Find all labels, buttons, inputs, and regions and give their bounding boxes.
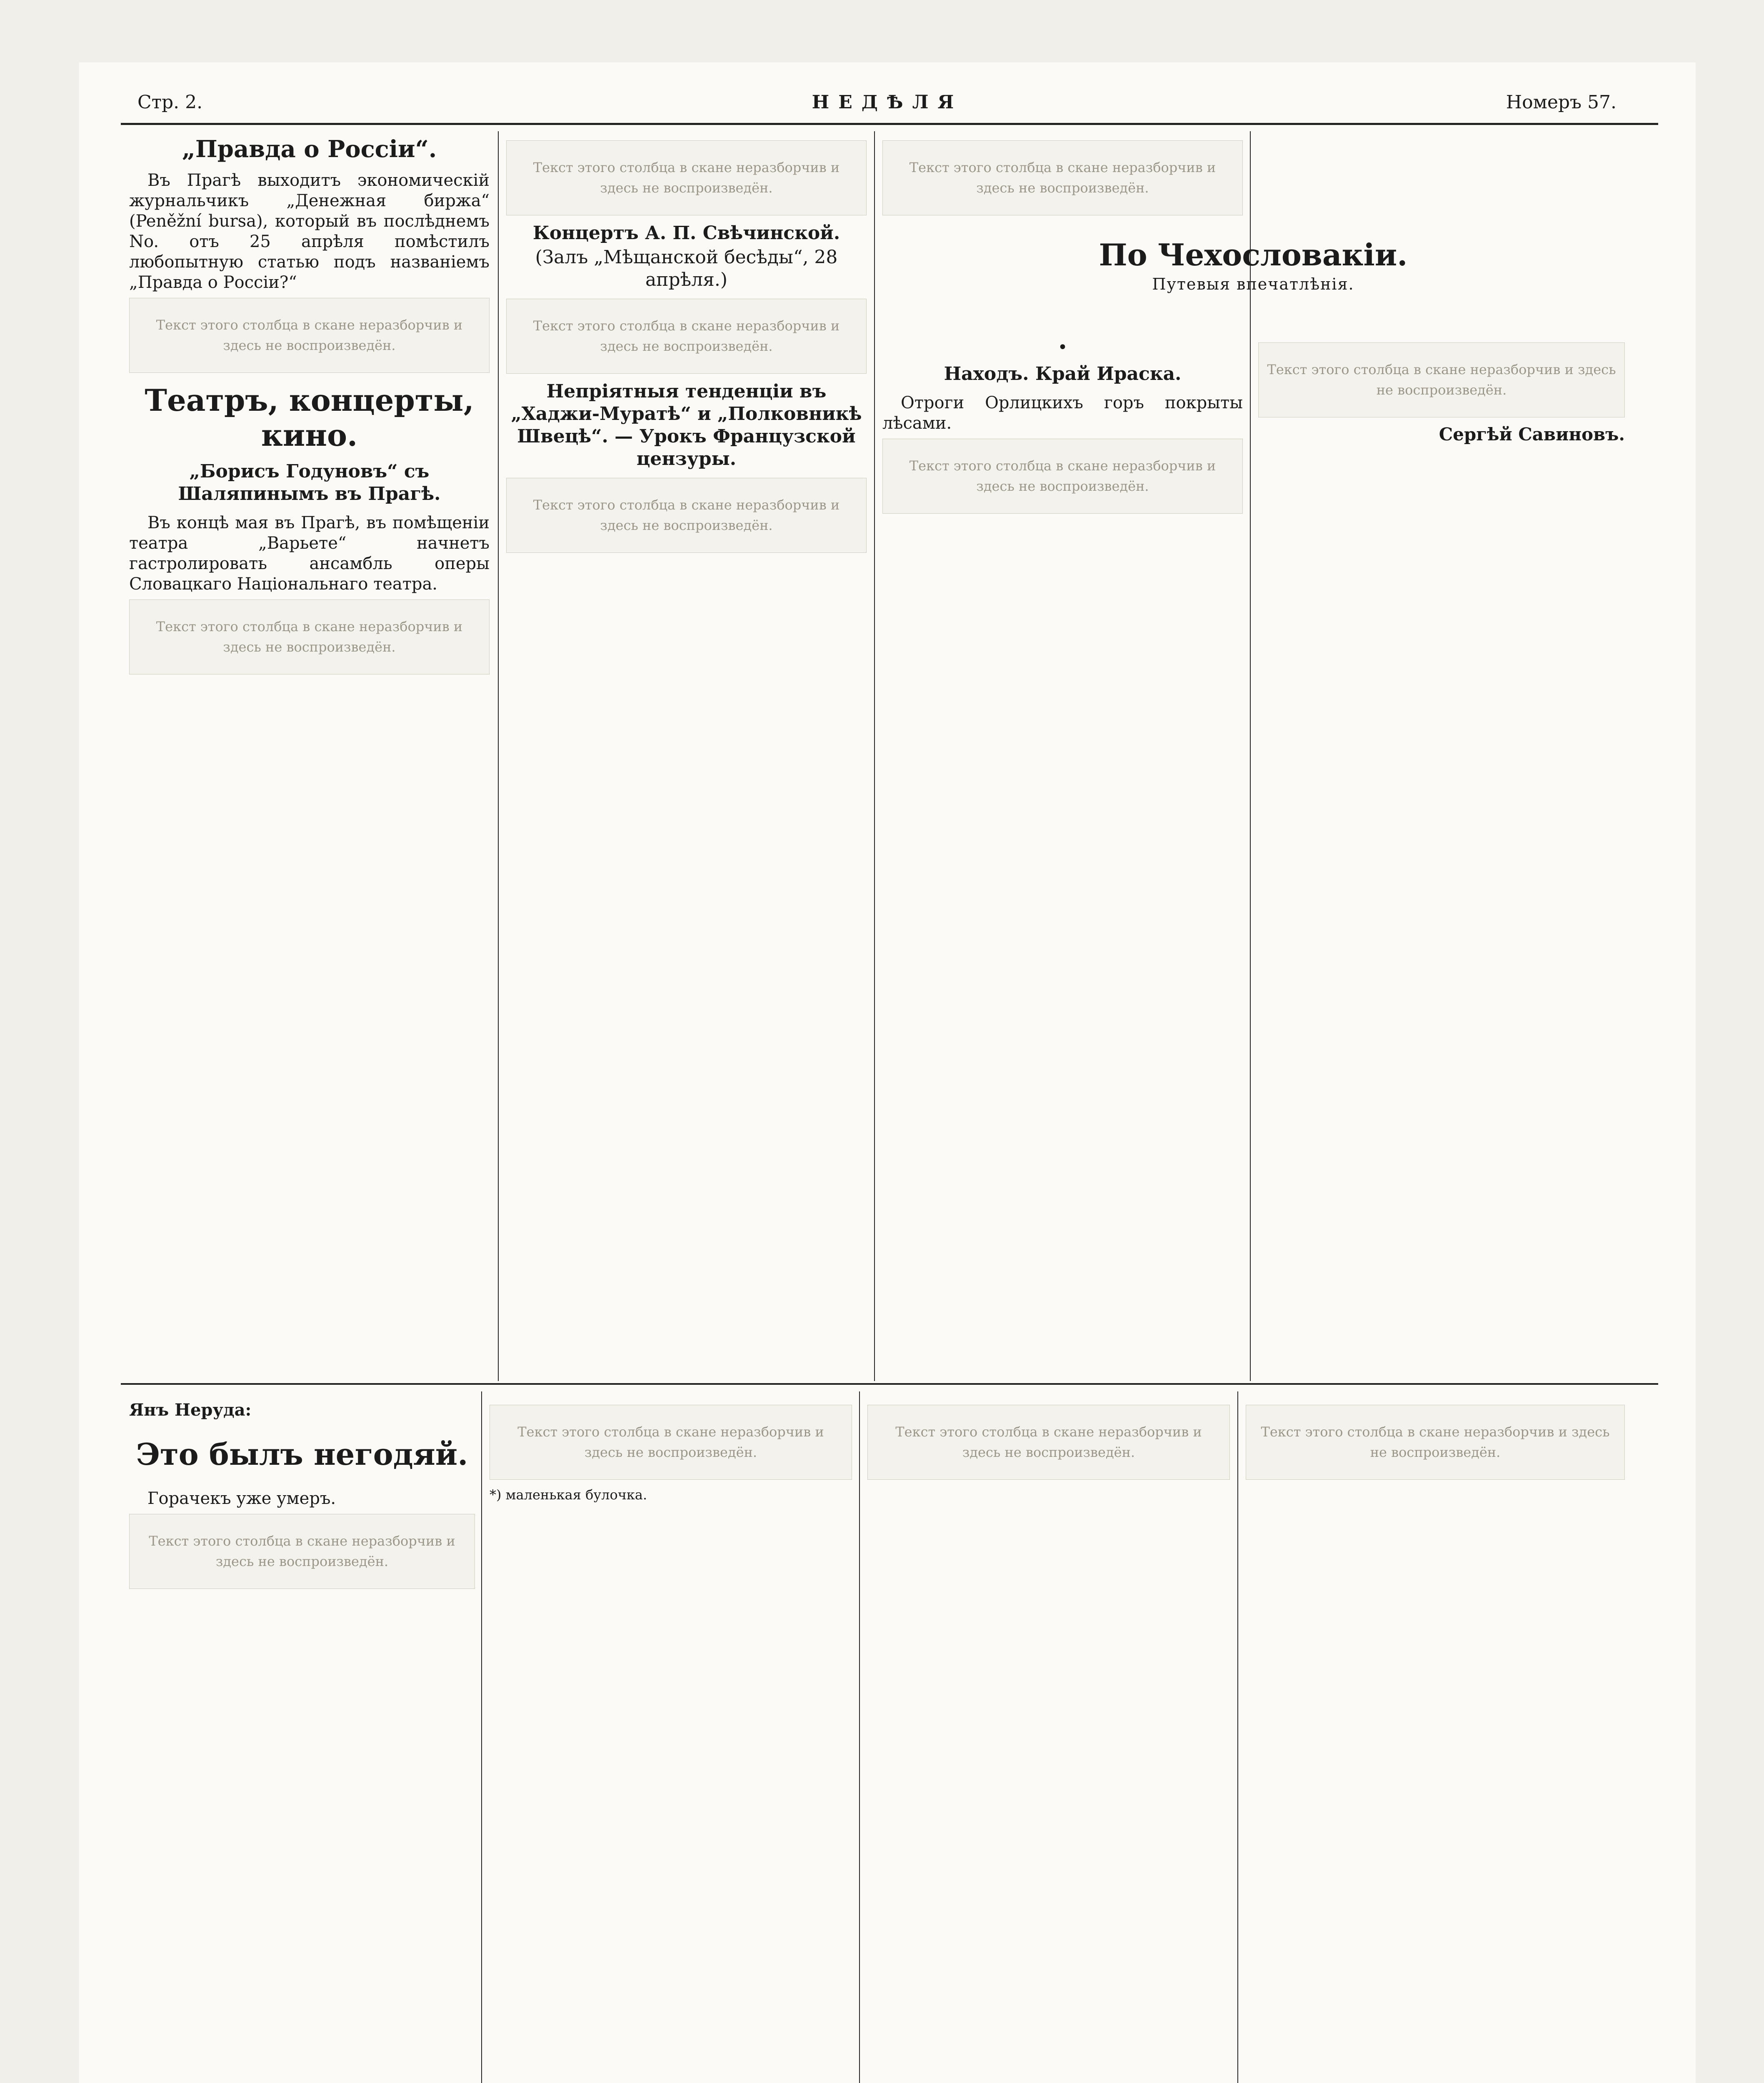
story-paragraph: Горачекъ уже умеръ. [147, 1489, 336, 1508]
bottom-column-divider [1237, 1391, 1238, 2083]
story-column [129, 1400, 475, 2083]
top-column-divider [874, 131, 875, 1381]
article-heading: Непріятныя тенденціи въ „Хаджи-Муратѣ“ и „Полковникѣ Швецѣ“. — Урокъ Французской цензуры. [511, 381, 862, 470]
illegible-text-note: Текст этого столбца в скане неразборчив и здесь не воспроизведён. [882, 439, 1243, 514]
article-column [506, 135, 867, 1377]
article-column [129, 135, 490, 1377]
article-subheading: (Залъ „Мѣщанской бесѣды“, 28 апрѣля.) [535, 247, 838, 290]
separator-dot: • [1057, 338, 1068, 357]
illegible-text-note: Текст этого столбца в скане неразборчив и здесь не воспроизведён. [506, 299, 867, 374]
footnote: *) маленькая булочка. [490, 1487, 647, 1503]
section-heading: Театръ, концерты, кино. [145, 382, 474, 453]
story-column [1246, 1400, 1625, 2083]
illegible-text-note: Текст этого столбца в скане неразборчив и здесь не воспроизведён. [1246, 1405, 1625, 1480]
story-column [867, 1400, 1230, 2083]
illegible-text-note: Текст этого столбца в скане неразборчив и здесь не воспроизведён. [1258, 342, 1625, 417]
feature-subtitle: Путевыя впечатлѣнія. [1152, 275, 1354, 293]
feature-article [882, 237, 1624, 333]
story-title: Это былъ негодяй. [136, 1436, 468, 1472]
article-column [882, 337, 1243, 1377]
illegible-text-note: Текст этого столбца в скане неразборчив и здесь не воспроизведён. [506, 140, 867, 215]
article-paragraph: Отроги Орлицкихъ горъ покрыты лѣсами. [882, 393, 1243, 433]
article-heading: Концертъ А. П. Свѣчинской. [532, 222, 840, 244]
article-column [1258, 337, 1625, 1377]
illegible-text-note: Текст этого столбца в скане неразборчив и здесь не воспроизведён. [506, 478, 867, 553]
author-signature: Сергѣй Савиновъ. [1439, 424, 1625, 445]
top-column-divider [498, 131, 499, 1381]
feature-title: По Чехословакіи. [1099, 237, 1408, 272]
bottom-column-divider [859, 1391, 860, 2083]
illegible-text-note: Текст этого столбца в скане неразборчив и здесь не воспроизведён. [129, 298, 490, 373]
newspaper-title: НЕДѢЛЯ [812, 92, 963, 113]
section-heading: Находъ. Край Ираска. [944, 363, 1182, 385]
illegible-text-note: Текст этого столбца в скане неразборчив и здесь не воспроизведён. [867, 1405, 1230, 1480]
section-rule [121, 1383, 1658, 1385]
article-heading: „Правда о Россіи“. [182, 135, 437, 163]
page-number: Стр. 2. [137, 92, 203, 113]
article-heading: „Борисъ Годуновъ“ съ Шаляпинымъ въ Прагѣ. [178, 461, 441, 505]
story-byline: Янъ Неруда: [129, 1400, 252, 1420]
page-header [79, 83, 1696, 121]
bottom-column-divider [481, 1391, 482, 2083]
article-paragraph: Въ Прагѣ выходитъ экономическій журнальчикъ „Денежная биржа“ (Peněžní bursa), который въ послѣднемъ No. отъ 25 апрѣля помѣстилъ любопытную статью подъ названіемъ „Правда о Россіи?“ [129, 171, 490, 292]
header-rule [121, 123, 1658, 125]
illegible-text-note: Текст этого столбца в скане неразборчив и здесь не воспроизведён. [882, 140, 1243, 215]
illegible-text-note: Текст этого столбца в скане неразборчив и здесь не воспроизведён. [129, 599, 490, 674]
article-paragraph: Въ концѣ мая въ Прагѣ, въ помѣщеніи театра „Варьете“ начнетъ гастролировать ансамбль оперы Словацкаго Національнаго театра. [129, 513, 490, 594]
story-column [490, 1400, 852, 2083]
newspaper-page [79, 62, 1696, 2083]
illegible-text-note: Текст этого столбца в скане неразборчив и здесь не воспроизведён. [129, 1514, 475, 1589]
illegible-text-note: Текст этого столбца в скане неразборчив и здесь не воспроизведён. [490, 1405, 852, 1480]
issue-number: Номеръ 57. [1506, 92, 1617, 113]
